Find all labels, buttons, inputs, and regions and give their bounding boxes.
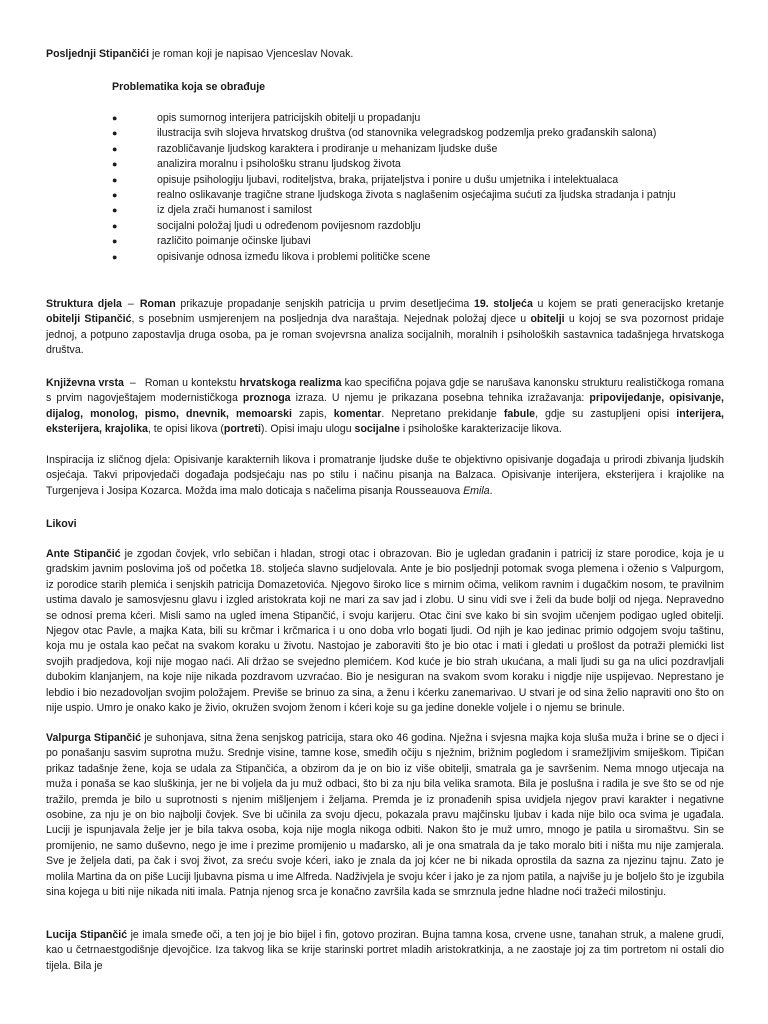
bullet-icon: ● [112,251,118,262]
problem-list-item [112,250,732,265]
problem-list-item [112,157,732,172]
inspiracija-paragraph [46,453,724,499]
century-term: 19. stoljeća [473,298,533,310]
dash: – [127,298,134,310]
term: portreti [223,423,261,436]
text: zapis, [291,407,334,420]
term: komentar [333,407,382,420]
term: hrvatskoga realizma [239,377,342,389]
problem-list-text: iz djela zrači humanost i samilost [157,204,312,217]
struktura-paragraph [46,297,724,359]
likovi-heading: Likovi [46,518,77,530]
valpurga-paragraph [46,731,724,900]
text: je imala smeđe oči, a ten joj je bio bijel i fin, gotovo proziran. Bujna tamna kosa, crvene usne, tanahan struk, a malene grudi, kao u četrnaestgodišnje djevojčice. Iza takvog lika se krije starinski portret mladih aristokratkinja, a ne zaostaje joj za tim portretom ni ostali dio tijela. Bila je [46,929,724,972]
term: fabule [503,407,536,420]
term: proznoga [242,392,291,405]
term: socijalne [354,423,400,436]
bullet-icon: ● [112,113,118,123]
problem-list-text: razobličavanje ljudskog karaktera i prodiranje u mehanizam ljudske duše [157,142,498,155]
text: , te opisi likova ( [147,423,224,436]
problem-list-item [112,173,732,188]
text: , s posebnim usmjerenjem na posljednja dva naraštaja. Nejednak položaj djece u [131,313,531,326]
problem-list-item [112,142,732,157]
problem-list-text: različito poimanje očinske ljubavi [157,235,311,248]
bullet-icon: ● [112,189,118,200]
emila-title: Emila [463,484,490,497]
text: izraza. U njemu je prikazana posebna tehnika izražavanja: [290,392,590,405]
novel-title: Posljednji Stipančići [46,48,150,60]
text: Roman u kontekstu [141,377,240,389]
bullet-icon: ● [112,174,118,185]
problem-list-text: opisivanje odnosa između likova i problemi političke scene [157,250,431,263]
problem-heading: Problematika koja se obrađuje [112,81,266,93]
text: ). Opisi imaju ulogu [260,423,355,436]
problem-list-text: opis sumornog interijera patricijskih obitelji u propadanju [157,112,421,124]
bullet-icon: ● [112,205,118,216]
bullet-icon: ● [112,143,118,154]
term: pripovijedanje, opisivanje, dijalog, monolog, pismo, dnevnik, memoarski [46,392,724,420]
bullet-icon: ● [112,159,118,170]
problem-list-text: realno oslikavanje tragične strane ljudskoga života s naglašenim osjećajima sućuti za ljudska stradanja i patnju [157,188,676,201]
text: . Nepretano prekidanje [381,407,504,420]
bullet-icon: ● [112,236,118,247]
ante-paragraph [46,547,724,716]
bullet-icon: ● [112,220,118,231]
text: je zgodan čovjek, vrlo sebičan i hladan, strogi otac i obrazovan. Bio je ugledan građanin i patricij iz stare porodice, koja je u gradskim javnim poslovima još od početka 18. stoljeća slavno sudjelovala. Ante je bio posljednji potomak svoga plemena i oženio s Valpurgom, iz porodice starih plemića i senjskih patricija Domazetovića. Njegovo široko lice s mirnim očima, velikom ravnim i dugačkim nosom, te pravilnim ustima davalo je samosvjesnu glavu i izgled aristokrata koji ne mari za sav jad i zlobu. U sinu vidi sve i želi da bude bolji od njega. Nepravedno se odnosi prema kćeri. Misli samo na ugled imena Stipančić, i svoju karijeru. Otac čini sve kako bi sin svojim učenjem podigao ugled obitelji. Njegov otac Pavle, a majka Kata, bili su krčmar i krčmarica i u ono doba vrlo bogati ljudi. Od njih je kao jedinac primio odgojem svoju taštinu, koja mu je ostala kao pečat na svakom koraku u životu. Nastojao je zaboraviti što je bio otac i mati i gledati u prošlost da potraži plemićki list svojih pradjedova, koji nije mogao naći. Ali držao se svejedno plemićem. Kod kuće je bio strah ukućana, a mali ljudi su ga na ulici pozdravljali dubokim klanjanjem, na koje nije nikada pozdravom uzvraćao. Bio je nesiguran na svakom svom koraku i nigdje nije uspijevao. Neprestano je lebdio i bio nezadovoljan svojim položajem. Previše se brinuo za sina, a ženu i kćerku zanemarivao. U stvari je od sina želio napraviti ono što on nije uspio. Umro je onako kako je živio, okružen svojom ženom i kćeri koje su ga jedine donekle voljele i o njemu se brinule. [46,548,724,715]
character-name: Lucija Stipančić [46,929,128,941]
lucija-paragraph [46,928,724,974]
bullet-icon: ● [112,128,118,139]
dash: – [129,377,136,389]
problem-list-item [112,188,732,203]
text: i psihološke karakterizacije likova. [399,423,562,436]
struktura-label: Struktura djela [46,298,122,310]
roman-term: Roman [139,298,176,310]
intro-text: je roman koji je napisao Vjenceslav Novak. [149,48,354,60]
intro-line [46,47,724,62]
problem-list-text: ilustracija svih slojeva hrvatskog društva (od stanovnika velegradskog podzemlja preko građanskih salona) [157,127,657,140]
family-term: obitelji [530,313,565,326]
problem-list-item [112,234,732,249]
text: u kojem se prati generacijsko kretanje [532,298,724,310]
knjizevna-label: Književna vrsta [46,377,124,389]
term: interijera, eksterijera, krajolika [46,407,724,436]
problem-list-item [112,111,732,126]
problem-list-item [112,219,732,234]
text: . [489,484,493,497]
text: kao specifična pojava gdje se narušava kanonsku strukturu realističkoga romana s prvim nagovještajem modernističkoga [46,377,724,405]
text: u kojoj se sva pozornost pridaje jednoj, a potpuno zapostavlja druga osoba, pa je roman svojevrsna analiza socijalnih, moralnih i psiholoških sastavnica tadašnjega hrvatskoga društva. [46,313,724,357]
problem-list [112,111,732,265]
text: je suhonjava, sitna žena senjskog patricija, stara oko 46 godina. Nježna i svjesna majka koja sluša muža i brine se o djeci i po ponašanju sasvim suprotna mužu. Srednje visine, tamne kose, smeđih očiju s nježnim, brižnim pogledom i sramežljivim smiješkom. Tipičan prikaz tadašnje žene, koja se udala za Stipančića, a obzirom da je on bio iz više obitelji, smatrala ga je savršenim. Nema mnogo utjecaja na muža i ponaša se kao sluškinja, jer ne bi voljela da ju muž odbaci, što bi za nju bila velika sramota. Bila je poslušna i radila je sve što se od nje tražilo, premda je bilo u suprotnosti s njenim mišljenjem i željama. Premda je iz pronađenih spisa uvidjela njegov pravi karakter i negativne osobine, za nju je on bio najbolji čovjek. Sve bi učinila za svoju djecu, pokazala pravu majčinsku ljubav i kada nije bilo oca svima je ugađala. Luciji je ispunjavala želje jer je bila takva osoba, koja nije mogla nikoga odbiti. Nakon što je muž umro, mnogo je patila u siromaštvu. Sin se promijenio, ne samo duševno, nego je ime i prezime promijenio u mađarsko, ali je ona smatrala da je tako moralo biti i ništa mu nije zamjerala. Sve je željela dati, pa čak i svoj život, za sreću svoje kćeri, iako je znala da joj kćer ne bi nikada oprostila da sazna za njezinu tajnu. Zato je molila Martina da on piše Luciji ljubavna pisma u ime Alfreda. Nadživjela je svoju kćer i jako je za njom patila, a najviše ju je boljelo što je izgubila sina kojega u biti nije nikada niti imala. Patnja njenog srca je konačno završila kada se smrznula jedne hladne noći tražeći milostinju. [46,732,724,899]
problem-list-item [112,126,732,141]
text: Inspiracija iz sličnog djela: Opisivanje karakternih likova i promatranje ljudske duše te objektivno opisivanje događaja u prirodi zbivanja ljudskih osjećaja. Takvi pripovjedači događaja podsjećaju nas po stilu i načinu pisanja na Balzaca. Opisivanje interijera, eksterijera i krajolike na Turgenjeva i Josipa Kozarca. Možda ima malo doticaja s načelima pisanja Rousseauova [46,454,724,497]
character-name: Ante Stipančić [46,548,121,560]
character-name: Valpurga Stipančić [46,732,142,744]
problem-list-item [112,203,732,218]
knjizevna-paragraph [46,376,724,438]
problem-list-text: socijalni položaj ljudi u određenom povijesnom razdoblju [157,219,421,232]
problem-list-text: opisuje psihologiju ljubavi, roditeljstva, braka, prijateljstva i ponire u dušu umjetnika i intelektualaca [157,173,619,186]
problem-list-text: analizira moralnu i psihološku stranu ljudskog života [157,158,401,171]
text: , gdje su zastupljeni opisi [535,407,677,420]
family-term: obitelji Stipančić [46,313,132,326]
text: prikazuje propadanje senjskih patricija u prvim desetljećima [175,298,474,310]
